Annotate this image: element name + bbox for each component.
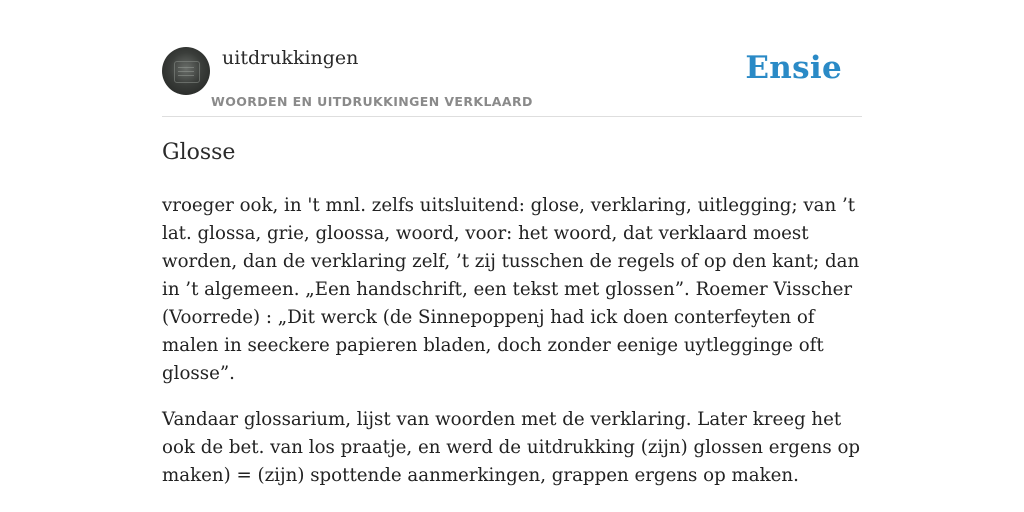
article-paragraph: Vandaar glossarium, lijst van woorden met de verklaring. Later kreeg het ook de bet. van los praatje, en werd de uitdrukking (zijn) glossen ergens op maken) = (zijn) spottende aanmerkingen, grappen ergens op maken.: [162, 409, 861, 486]
article-title: Glosse: [162, 140, 236, 165]
channel-avatar[interactable]: [162, 47, 210, 95]
channel-tagline: WOORDEN EN UITDRUKKINGEN VERKLAARD: [211, 94, 533, 109]
ensie-logo[interactable]: Ensie: [745, 50, 842, 86]
article-body: [162, 192, 868, 508]
channel-name[interactable]: uitdrukkingen: [222, 47, 359, 69]
article-paragraph: vroeger ook, in 't mnl. zelfs uitsluitend: glose, verklaring, uitlegging; van ’t lat. glossa, grie, gloossa, woord, voor: het woord, dat verklaard moest worden, dan de verklaring zelf, ’t zij tusschen de regels of op den kant; dan in ’t algemeen. „Een handschrift, een tekst met glossen”. Roemer Visscher (Voorrede) : „Dit werck (de Sinnepoppenj had ick doen conterfeyten of malen in seeckere papieren bladen, doch zonder eenige uytlegginge oft glosse”.: [162, 195, 860, 384]
site-header: [162, 40, 862, 117]
